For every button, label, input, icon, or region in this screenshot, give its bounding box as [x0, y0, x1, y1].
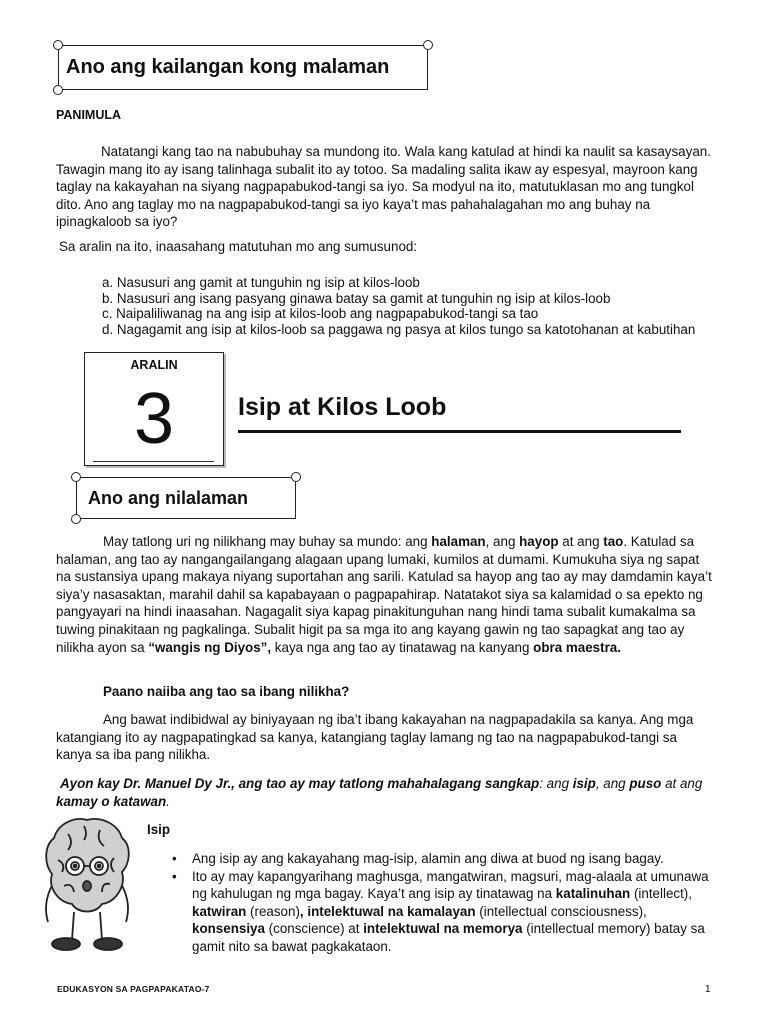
bullet-item: • Ito ay may kapangyarihang maghusga, mangatwiran, magsuri, mag-alaala at umunawa ng kahulugan ng mga bagay. Kaya’t ang isip ay tinatawag na katalinuhan (intellect), katwiran (reason), intelektuwal na kamalayan (intellectual consciousness), konsensiya (conscience) at intelektuwal na memorya (intellectual memory) batay sa gamit nito sa bawat pagkakataon.	[170, 868, 718, 956]
objectives-list	[102, 275, 742, 337]
objective-item: b. Nasusuri ang isang pasyang ginawa batay sa gamit at tunguhin ng isip at kilos-loob	[102, 290, 611, 306]
panimula-heading: PANIMULA	[56, 108, 122, 122]
objective-item: d. Nagagamit ang isip at kilos-loob sa paggawa ng pasya at kilos tungo sa katotohanan at kabutihan	[102, 321, 696, 337]
header-title: Ano ang kailangan kong malaman	[66, 56, 390, 78]
aralin-title: Isip at Kilos Loob	[238, 393, 447, 421]
body-paragraph-1: May tatlong uri ng nilikhang may buhay sa mundo: ang halaman, ang hayop at ang tao. Katulad sa halaman, ang tao ay nangangailangang alagaan upang lumaki, kumilos at dumami. Kumukuha siya ng sapat na sustansiya upang makaya niyang suportahan ang sarili. Katulad sa hayop ang tao ay may damdamin kaya’t siya’y nasasaktan, marahil dahil sa kapabayaan o pagpapahirap. Natatakot siya sa kalamidad o sa epekto ng pangyayari na hindi inaasahan. Nagagalit siya kapag pinakitunguhan nang hindi tama subalit kumakalma sa tuwing pinakitaan ng pagkalinga. Subalit higit pa sa mga ito ang kayang gawin ng tao sapagkat ang tao ay nilikha ayon sa “wangis ng Diyos”, kaya nga ang tao ay tinatawag na kanyang obra maestra.	[56, 534, 712, 655]
objective-item: c. Naipaliliwanag na ang isip at kilos-loob ang nagpapabukod-tangi sa tao	[102, 306, 539, 322]
brain-mascot-icon	[38, 812, 136, 954]
isip-bullet-list	[170, 850, 718, 956]
bullet-item: • Ang isip ay ang kakayahang mag-isip, alamin ang diwa at buod ng isang bagay.	[170, 850, 718, 868]
body-paragraph-3: Ayon kay Dr. Manuel Dy Jr., ang tao ay may tatlong mahahalagang sangkap: ang isip, ang puso at ang kamay o katawan.	[56, 776, 703, 809]
panimula-intro-objectives: Sa aralin na ito, inaasahang matutuhan mo ang sumusunod:	[59, 239, 418, 254]
content-title: Ano ang nilalaman	[88, 488, 249, 508]
footer-title: EDUKASYON SA PAGPAPAKATAO-7	[57, 984, 210, 994]
aralin-number: 3	[133, 379, 175, 459]
aralin-underline	[93, 461, 214, 462]
panimula-paragraph: Natatangi kang tao na nabubuhay sa mundong ito. Wala kang katulad at hindi ka naulit sa kasaysayan. Tawagin mang ito ay isang talinhaga subalit ito ay totoo. Sa madaling salita ikaw ay espesyal, mayroon kang taglay na kakayahan na siyang nagpapabukod-tangi sa iyo. Sa modyul na ito, matutuklasan mo ang tungkol dito. Ano ang taglay mo na nagpapabukod-tangi sa iyo kaya’t mas pahahalagahan mo ang buhay na ipinagkaloob sa iyo?	[56, 144, 711, 230]
page-number: 1	[705, 984, 711, 995]
aralin-title-rule	[238, 430, 681, 433]
objective-item: a. Nasusuri ang gamit at tunguhin ng isip at kilos-loob	[102, 275, 420, 290]
body-paragraph-2: Ang bawat indibidwal ay biniyayaan ng iba’t ibang kakayahan na nagpapadakila sa kanya. Ang mga katangiang ito ay nagpapatingkad sa kanya, katangiang taglay lamang ng tao na nagpapabukod-tangi sa kanya sa iba pang nilikha.	[56, 712, 694, 763]
question-heading: Paano naiiba ang tao sa ibang nilikha?	[103, 684, 350, 699]
isip-heading: Isip	[147, 822, 171, 837]
aralin-box	[84, 352, 224, 466]
aralin-label: ARALIN	[130, 358, 178, 372]
